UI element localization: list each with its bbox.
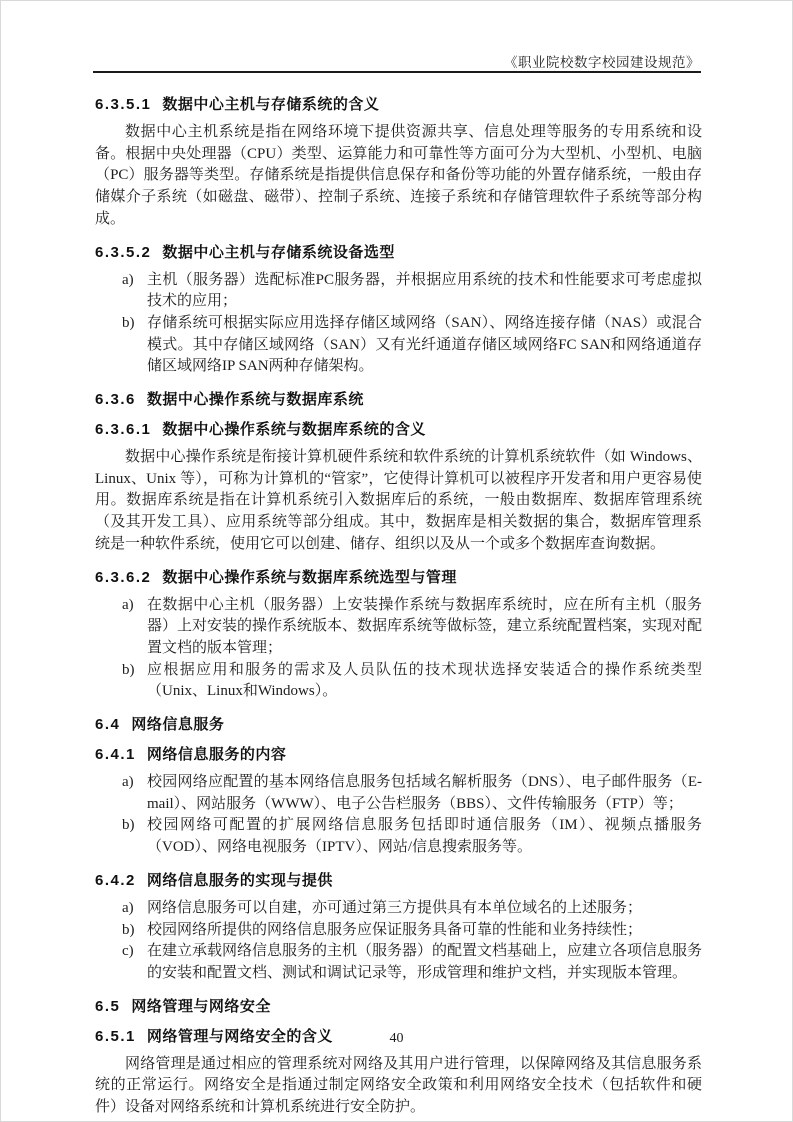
- heading-title: 数据中心操作系统与数据库系统选型与管理: [162, 568, 457, 586]
- list-item: [122, 898, 702, 920]
- ordered-list: [95, 898, 702, 985]
- heading-number: 6.3.6: [95, 391, 136, 409]
- list-item: [122, 920, 702, 942]
- paragraph: 数据中心操作系统是衔接计算机硬件系统和软件系统的计算机系统软件（如 Windows、Linux、Unix 等），可称为计算机的“管家”，它使得计算机可以被程序开发者和用户更容易使用。数据库系统是指在计算机系统引入数据库后的系统，一般由数据库、数据库管理系统（及其开发工具）、应用系统等部分组成。其中，数据库是相关数据的集合，数据库管理系统是一种软件系统，使用它可以创建、储存、组织以及从一个或多个数据库查询数据。: [95, 449, 702, 552]
- heading-number: 6.4.2: [95, 871, 136, 889]
- list-item-label: c): [122, 943, 134, 960]
- list-item: [122, 660, 702, 703]
- heading-6-4-2: [95, 872, 702, 889]
- list-item-label: b): [122, 661, 135, 678]
- list-item-text: 主机（服务器）选配标准PC服务器，并根据应用系统的技术和性能要求可考虑虚拟技术的应用；: [147, 271, 702, 310]
- running-header: 《职业院校数字校园建设规范》: [504, 55, 700, 70]
- list-item-text: 网络信息服务可以自建，亦可通过第三方提供具有本单位域名的上述服务；: [147, 899, 643, 916]
- list-item: [122, 772, 702, 815]
- list-item-label: a): [122, 899, 134, 916]
- list-item: [122, 270, 702, 313]
- heading-title: 网络管理与网络安全: [131, 997, 271, 1015]
- list-item-label: b): [122, 314, 135, 331]
- list-item-text: 校园网络可配置的扩展网络信息服务包括即时通信服务（IM）、视频点播服务（VOD）、网络电视服务（IPTV）、网站/信息搜索服务等。: [147, 817, 702, 856]
- heading-6-3-6: [95, 391, 702, 408]
- heading-title: 网络信息服务的内容: [146, 746, 287, 764]
- list-item-label: a): [122, 774, 134, 791]
- heading-title: 网络信息服务的实现与提供: [146, 871, 333, 889]
- list-item-label: b): [122, 817, 135, 834]
- heading-6-3-6-2: [95, 569, 702, 586]
- list-item: [122, 595, 702, 660]
- heading-number: 6.4: [95, 716, 121, 734]
- ordered-list: [95, 270, 702, 379]
- heading-6-5: [95, 998, 702, 1015]
- list-item: [122, 313, 702, 378]
- heading-number: 6.3.6.1: [95, 421, 152, 439]
- heading-number: 6.5: [95, 997, 121, 1015]
- heading-6-3-5-2: [95, 244, 702, 261]
- heading-title: 网络管理与网络安全的含义: [146, 1027, 333, 1045]
- ordered-list: [95, 595, 702, 704]
- list-item-text: 在数据中心主机（服务器）上安装操作系统与数据库系统时，应在所有主机（服务器）上对安装的操作系统版本、数据库系统等做标签，建立系统配置档案，实现对配置文档的版本管理；: [147, 596, 703, 656]
- heading-number: 6.3.6.2: [95, 568, 152, 586]
- header-rule: [93, 71, 701, 73]
- list-item-label: a): [122, 596, 134, 613]
- heading-title: 数据中心操作系统与数据库系统: [146, 391, 364, 409]
- heading-number: 6.3.5.2: [95, 243, 152, 261]
- heading-title: 数据中心主机与存储系统的含义: [162, 96, 380, 113]
- page-number: 40: [389, 1031, 404, 1046]
- heading-6-3-6-1: [95, 421, 702, 438]
- heading-6-4-1: [95, 746, 702, 763]
- list-item: [122, 815, 702, 858]
- list-item-label: a): [122, 271, 134, 288]
- heading-title: 数据中心主机与存储系统设备选型: [162, 243, 395, 261]
- list-item-text: 应根据应用和服务的需求及人员队伍的技术现状选择安装适合的操作系统类型（Unix、Linux和Windows）。: [147, 661, 702, 700]
- list-item: [122, 941, 702, 984]
- paragraph: 数据中心主机系统是指在网络环境下提供资源共享、信息处理等服务的专用系统和设备。根据中央处理器（CPU）类型、运算能力和可靠性等方面可分为大型机、小型机、电脑（PC）服务器等类型。存储系统是指提供信息保存和备份等功能的外置存储系统，一般由存储媒介子系统（如磁盘、磁带）、控制子系统、连接子系统和存储管理软件子系统等部分构成。: [95, 124, 702, 227]
- heading-number: 6.5.1: [95, 1027, 136, 1045]
- heading-title: 数据中心操作系统与数据库系统的含义: [162, 421, 426, 439]
- ordered-list: [95, 772, 702, 859]
- list-item-label: b): [122, 921, 135, 938]
- list-item-text: 存储系统可根据实际应用选择存储区域网络（SAN）、网络连接存储（NAS）或混合模式。其中存储区域网络（SAN）又有光纤通道存储区域网络FC SAN和网络通道存储区域网络IP SAN两种存储架构。: [147, 314, 702, 375]
- heading-title: 网络信息服务: [131, 716, 225, 734]
- heading-6-4: [95, 716, 702, 733]
- list-item-text: 在建立承载网络信息服务的主机（服务器）的配置文档基础上，应建立各项信息服务的安装和配置文档、测试和调试记录等，形成管理和维护文档，并实现版本管理。: [147, 943, 703, 981]
- heading-number: 6.4.1: [95, 746, 136, 764]
- heading-number: 6.3.5.1: [95, 96, 152, 113]
- list-item-text: 校园网络应配置的基本网络信息服务包括域名解析服务（DNS）、电子邮件服务（E-mail）、网站服务（WWW）、电子公告栏服务（BBS）、文件传输服务（FTP）等；: [147, 774, 702, 812]
- paragraph: 网络管理是通过相应的管理系统对网络及其用户进行管理，以保障网络及其信息服务系统的正常运行。网络安全是指通过制定网络安全政策和利用网络安全技术（包括软件和硬件）设备对网络系统和计算机系统进行安全防护。: [95, 1055, 702, 1116]
- heading-6-3-5-1: [95, 96, 702, 113]
- list-item-text: 校园网络所提供的网络信息服务应保证服务具备可靠的性能和业务持续性；: [147, 921, 643, 938]
- document-content: [95, 87, 702, 1122]
